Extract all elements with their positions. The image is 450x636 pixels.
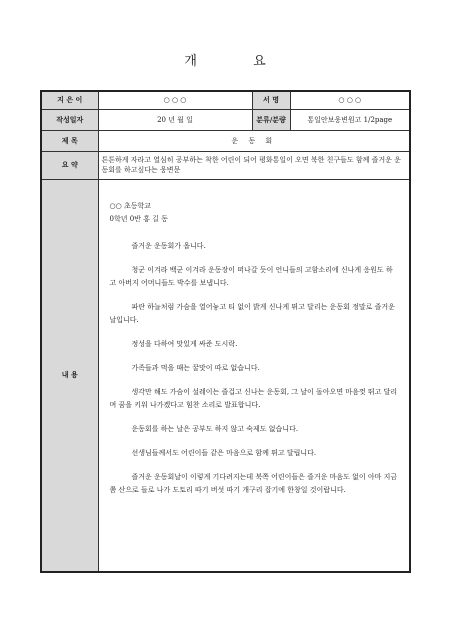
overview-form xyxy=(40,90,411,573)
summary-value: 튼튼하게 자라고 열심히 공부하는 착한 어린이 되어 평화통일이 오면 북한 친구들도 함께 즐거운 운동회를 하고싶다는 웅변문 xyxy=(98,151,410,179)
signature-value: ○ ○ ○ xyxy=(290,91,410,109)
paragraph: 즐거운 운동회날이 이렇게 기다려지는데 북쪽 어린이들은 즐거운 마음도 없이 아마 지금쯤 산으로 들로 나가 도토리 따기 버섯 따기 개구리 잡기에 한창일 것이랍니다. xyxy=(109,472,398,494)
date-value: 20 년 월 일 xyxy=(98,109,252,130)
paragraph: 청군 이겨라 백군 이겨라 운동장이 떠나갈 듯이 언니들의 고함소리에 신나게 응원도 하고 아버지 어머니들도 박수를 보냅니다. xyxy=(109,265,393,287)
content-cell xyxy=(98,179,410,572)
category-label: 분류/분량 xyxy=(252,109,290,130)
author-value: ○ ○ ○ xyxy=(98,91,252,109)
subject-value: 운 동 회 xyxy=(98,130,410,151)
paragraph: 생각만 해도 가슴이 설레이는 즐겁고 신나는 운동회, 그 날이 돌아오면 마음껏 뛰고 달리며 꿈을 키워 나가겠다고 힘찬 소리로 발표합니다. xyxy=(109,387,398,409)
signature-label: 서 명 xyxy=(252,91,290,109)
paragraph: 선생님들께서도 어린이들 같은 마음으로 함께 뛰고 달립니다. xyxy=(131,448,317,457)
paragraph: 즐거운 운동회가 옵니다. xyxy=(131,241,206,250)
category-value: 통일안보웅변원고 1/2page xyxy=(290,109,410,130)
paragraph: 가족들과 먹을 때는 꿀맛이 따로 없습니다. xyxy=(131,363,260,372)
speech-body xyxy=(102,180,407,497)
paragraph: 파란 하늘처럼 가슴을 열어놓고 티 없이 밝게 신나게 뛰고 달리는 운동회 정말로 즐거운 날입니다. xyxy=(109,302,395,324)
document-title: 개 요 xyxy=(184,54,292,69)
school-name: ○○ 초등학교 xyxy=(109,201,151,210)
date-label: 작성일자 xyxy=(41,109,98,130)
summary-label: 요 약 xyxy=(41,151,98,179)
subject-label: 제 목 xyxy=(41,130,98,151)
student-name: 0학년 0반 홍 길 동 xyxy=(109,214,168,223)
author-label: 지 은 이 xyxy=(41,91,98,109)
paragraph: 정성을 다하여 맛있게 싸준 도시락. xyxy=(131,339,238,348)
content-label: 내 용 xyxy=(41,179,98,572)
paragraph: 운동회를 하는 날은 공부도 하지 않고 숙제도 없습니다. xyxy=(131,424,299,433)
